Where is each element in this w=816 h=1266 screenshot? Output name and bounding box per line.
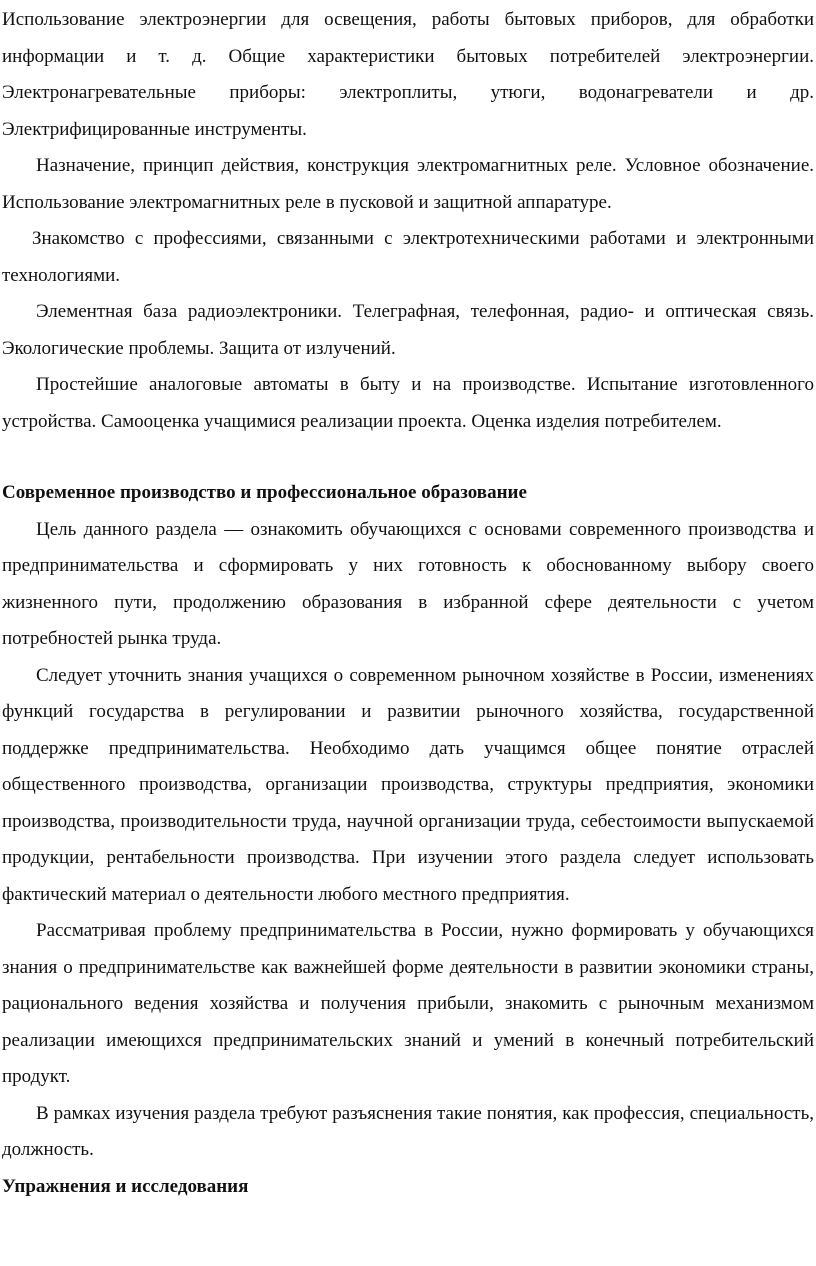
paragraph-electricity-usage: Использование электроэнергии для освещения, работы бытовых приборов, для обработки информации и т. д. Общие характеристики бытовых потребителей электроэнергии. Электронагревательные приборы: электроплиты, утюги, водонагреватели и др. Электрифицированные инструменты. (2, 9, 814, 140)
section-spacer (2, 440, 814, 475)
paragraph-section-goal: Цель данного раздела — ознакомить обучающихся с основами современного производства и предпринимательства и сформировать у них готовность к обоснованному выбору своего жизненного пути, продолжению образования в избранной сфере деятельности с учетом потребностей рынка труда. (2, 518, 814, 649)
paragraph-professions: Знакомство с профессиями, связанными с электротехническими работами и электронными технологиями. (2, 228, 814, 286)
paragraph-analog-automata: Простейшие аналоговые автоматы в быту и на производстве. Испытание изготовленного устройства. Самооценка учащимися реализации проекта. Оценка изделия потребителем. (2, 374, 814, 432)
paragraph-market-economy: Следует уточнить знания учащихся о современном рыночном хозяйстве в России, изменениях функций государства в регулировании и развитии рыночного хозяйства, государственной поддержке предпринимательства. Необходимо дать учащимся общее понятие отраслей общественного производства, организации производства, структуры предприятия, экономики производства, производительности труда, научной организации труда, себестоимости выпускаемой продукции, рентабельности производства. При изучении этого раздела следует использовать фактический материал о деятельности любого местного предприятия. (2, 664, 814, 905)
paragraph-radio-electronics: Элементная база радиоэлектроники. Телеграфная, телефонная, радио- и оптическая связь. Экологические проблемы. Защита от излучений. (2, 301, 814, 359)
paragraph-entrepreneurship: Рассматривая проблему предпринимательства в России, нужно формировать у обучающихся знания о предпринимательстве как важнейшей форме деятельности в развитии экономики страны, рационального ведения хозяйства и получения прибыли, знакомить с рыночным механизмом реализации имеющихся предпринимательских знаний и умений в конечный потребительский продукт. (2, 920, 814, 1087)
exercises-heading: Упражнения и исследования (2, 1175, 249, 1197)
paragraph-concepts: В рамках изучения раздела требуют разъяснения такие понятия, как профессия, специальность, должность. (2, 1102, 814, 1160)
paragraph-electromagnetic-relays: Назначение, принцип действия, конструкция электромагнитных реле. Условное обозначение. Использование электромагнитных реле в пусковой и защитной аппаратуре. (2, 155, 814, 213)
section-heading: Современное производство и профессиональное образование (2, 482, 527, 503)
